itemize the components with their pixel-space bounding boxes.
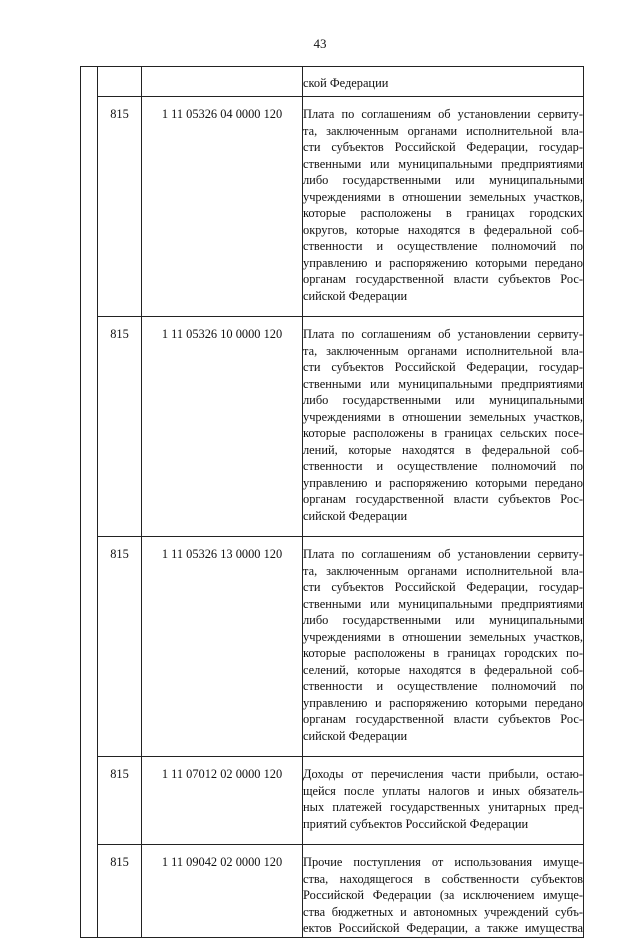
description-line: ственности и осуществление полномочий по [303,459,583,473]
table-row [81,845,584,938]
description-line: сти субъектов Российской Федерации, государ- [303,140,583,154]
description-line: управлению и распоряжению которыми передано [303,475,583,490]
description-line: сийской Федерации [303,728,408,743]
description-line: Прочие поступления от использования имуще- [303,855,583,869]
description-line: та, заключенным органами исполнительной вла- [303,563,583,578]
admin-code-cell: 815 [98,97,142,317]
description-line: Российской Федерации (за исключением имуще- [303,888,583,902]
side-column [81,67,98,938]
budget-classification-code-cell: 1 11 05326 10 0000 120 [142,317,303,537]
page-number: 43 [313,36,327,51]
description-line: ных платежей государственных унитарных пред- [303,800,583,814]
description-line: органам государственной власти субъектов Рос- [303,272,583,286]
admin-code-cell: 815 [98,757,142,845]
description-line: Плата по соглашениям об установлении сервиту- [303,107,583,121]
description-line: которые расположены в границах городских по- [303,646,583,660]
table-row [81,537,584,757]
description-line: органам государственной власти субъектов Рос- [303,712,583,726]
description-line: учреждениями в отношении земельных участков, [303,189,583,204]
description-line: лений, которые находятся в федеральной соб- [303,442,583,457]
description-cell [303,757,584,845]
revenue-codes-table [80,66,584,938]
description-line: которые расположены в границах сельских посе- [303,426,583,440]
description-line: ства, находящегося в собственности субъектов [303,871,583,886]
budget-classification-code-cell: 1 11 05326 04 0000 120 [142,97,303,317]
description-line: ектов Российской Федерации, а также имущества [303,921,583,935]
description-line: Плата по соглашениям об установлении сервиту- [303,327,583,341]
description-line: щейся после уплаты налогов и иных обязатель- [303,783,583,798]
description-cell [303,845,584,938]
description-line: ской Федерации [303,76,389,90]
description-line: Плата по соглашениям об установлении сервиту- [303,547,583,561]
description-line: либо государственными или муниципальными [303,173,583,187]
description-line: сти субъектов Российской Федерации, государ- [303,580,583,594]
description-line: органам государственной власти субъектов Рос- [303,492,583,506]
description-cell [303,537,584,757]
description-cell [303,317,584,537]
description-line: селений, которые находятся в федеральной соб- [303,662,583,677]
table-row [81,317,584,537]
budget-classification-code-cell: 1 11 05326 13 0000 120 [142,537,303,757]
description-line: сийской Федерации [303,288,408,303]
description-line: ственными или муниципальными предприятиями [303,156,583,171]
description-line: которые расположены в границах городских [303,206,583,220]
description-line: ственности и осуществление полномочий по [303,239,583,253]
description-line: либо государственными или муниципальными [303,393,583,407]
description-line: та, заключенным органами исполнительной вла- [303,123,583,138]
admin-cell [98,67,142,97]
description-line: ственными или муниципальными предприятиями [303,596,583,611]
table-row [81,757,584,845]
description-line: либо государственными или муниципальными [303,613,583,627]
code-cell [142,67,303,97]
description-line: управлению и распоряжению которыми передано [303,255,583,270]
table-row [81,97,584,317]
description-line: Доходы от перечисления части прибыли, остаю- [303,767,583,781]
description-line: учреждениями в отношении земельных участков, [303,629,583,644]
description-line: ственными или муниципальными предприятиями [303,376,583,391]
admin-code-cell: 815 [98,537,142,757]
description-line: та, заключенным органами исполнительной вла- [303,343,583,358]
description-line: приятий субъектов Российской Федерации [303,816,529,831]
description-cell [303,67,584,97]
description-line: сти субъектов Российской Федерации, государ- [303,360,583,374]
description-line: ственности и осуществление полномочий по [303,679,583,693]
admin-code-cell: 815 [98,845,142,938]
description-line: ства бюджетных и автономных учреждений субъ- [303,904,583,919]
description-line: округов, которые находятся в федеральной соб- [303,222,583,237]
description-line: сийской Федерации [303,508,408,523]
budget-classification-code-cell: 1 11 09042 02 0000 120 [142,845,303,938]
admin-code-cell: 815 [98,317,142,537]
continuation-row [81,67,584,97]
budget-classification-code-cell: 1 11 07012 02 0000 120 [142,757,303,845]
description-cell [303,97,584,317]
description-line: учреждениями в отношении земельных участков, [303,409,583,424]
description-line: управлению и распоряжению которыми передано [303,695,583,710]
